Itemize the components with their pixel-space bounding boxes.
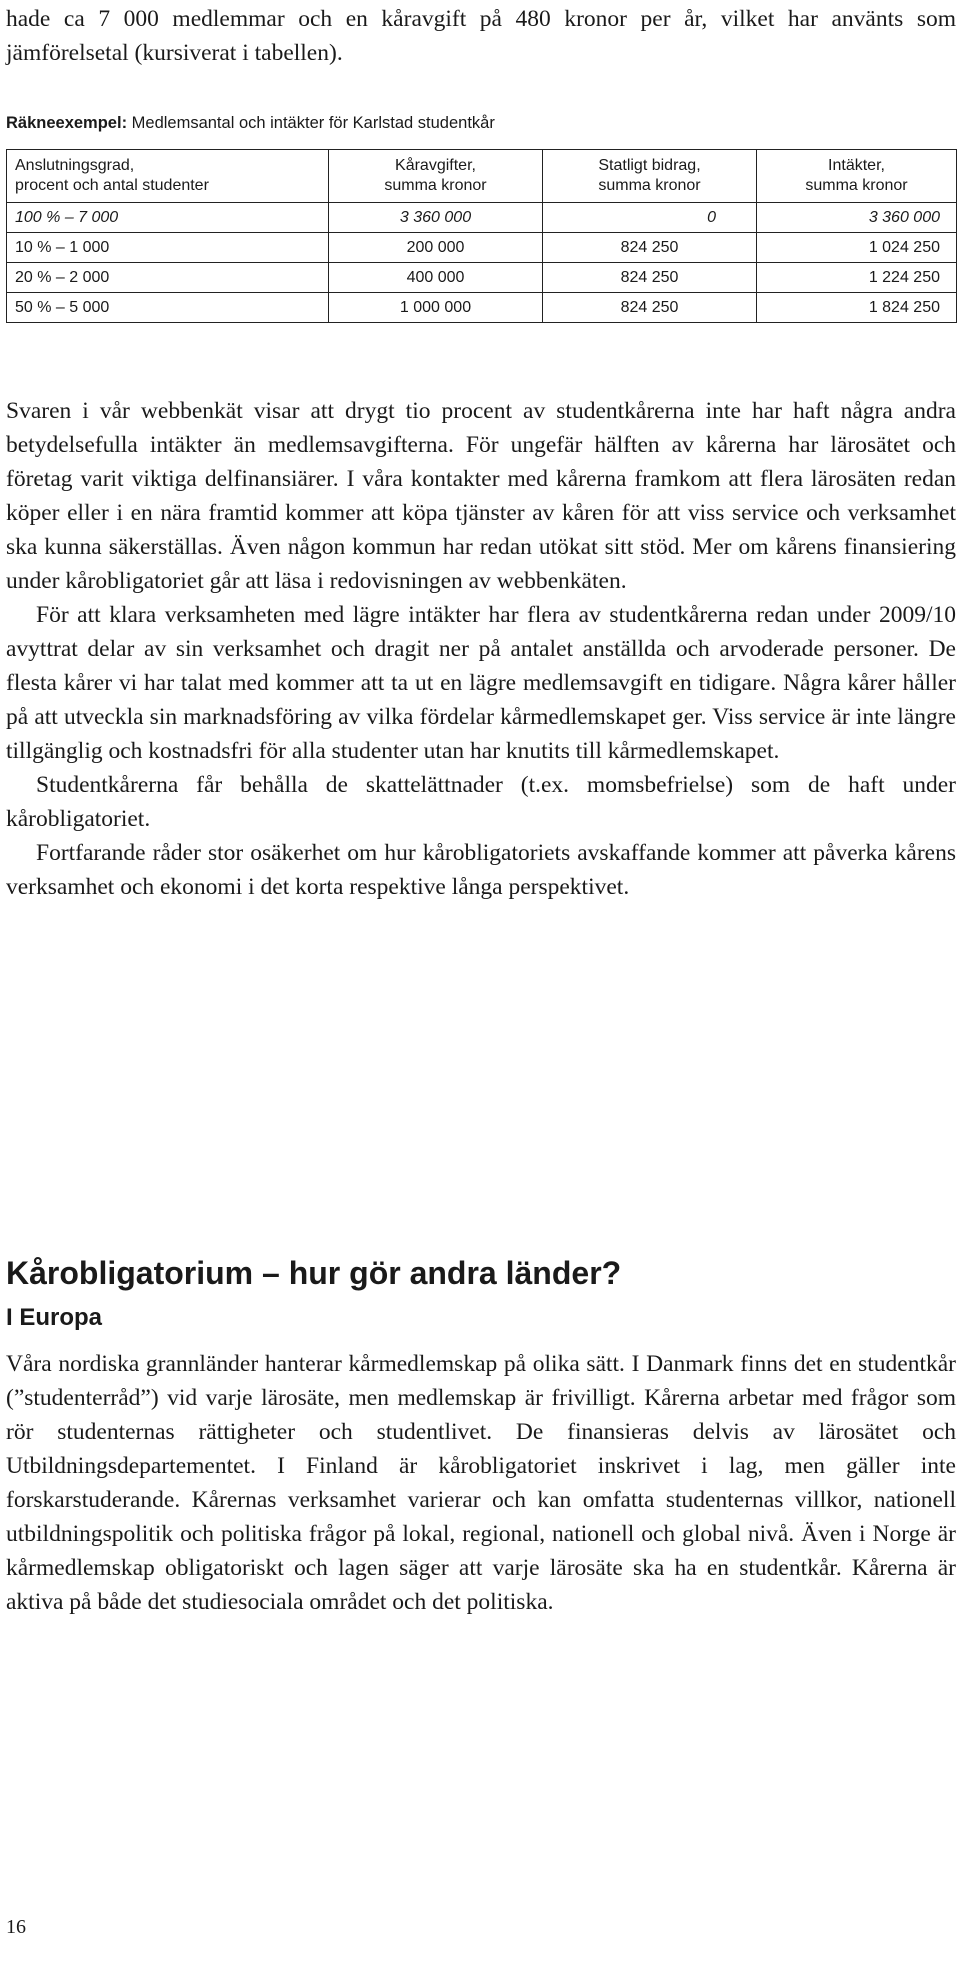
header-membership-fees: Kåravgifter, summa kronor xyxy=(329,150,543,203)
table-cell: 3 360 000 xyxy=(757,203,957,233)
table-cell: 1 824 250 xyxy=(757,293,957,323)
table-cell: 824 250 xyxy=(543,263,757,293)
table-cell: 0 xyxy=(543,203,757,233)
paragraph-webbenkat: Svaren i vår webbenkät visar att drygt tio procent av studentkårerna inte har haft några andra betydelsefulla intäkter än medlemsavgifterna. För ungefär hälften av kårerna har lärosätet och företag varit viktiga delfinansiärer. I våra kontakter med kårerna framkom att flera lärosäten redan köper eller i en nära framtid kommer att köpa tjänster av kåren för att viss service och verksamhet ska kunna säkerställas. Även någon kommun har redan utökat sitt stöd. Mer om kårens finansiering under kårobligatoriet går att läsa i redovisningen av webbenkäten. xyxy=(6,398,956,594)
example-table-block xyxy=(6,114,956,323)
page-number: 16 xyxy=(6,1916,26,1938)
header-state-grant: Statligt bidrag, summa kronor xyxy=(543,150,757,203)
table-row xyxy=(7,203,957,233)
table-cell: 20 % – 2 000 xyxy=(7,263,329,293)
paragraph-europa: Våra nordiska grannländer hanterar kårmedlemskap på olika sätt. I Danmark finns det en studentkår (”studenterråd”) vid varje lärosäte, men medlemskap är frivilligt. Kårerna arbetar med frågor som rör studenternas rättigheter och studentlivet. De finansieras delvis av lärosätet och Utbildningsdepartementet. I Finland är kårobligatoriet inskrivet i lag, men gäller inte forskarstuderande. Kårernas verksamhet varierar och kan omfatta studenternas villkor, nationell utbildningspolitik och politiska frågor på lokal, regional, nationell och global nivå. Även i Norge är kårmedlemskap obligatoriskt och lagen säger att varje lärosäte ska ha en studentkår. Kårerna är aktiva på både det studiesociala området och det politiska. xyxy=(6,1351,956,1615)
table-cell: 50 % – 5 000 xyxy=(7,293,329,323)
table-row xyxy=(7,293,957,323)
sub-heading: I Europa xyxy=(6,1304,103,1331)
body-text-section-2 xyxy=(6,1347,956,1619)
paragraph-skattelattnader: Studentkårerna får behålla de skattelättnader (t.ex. momsbefrielse) som de haft under kårobligatoriet. xyxy=(6,772,956,832)
intro-paragraph: hade ca 7 000 medlemmar och en kåravgift på 480 kronor per år, vilket har använts som jämförelsetal (kursiverat i tabellen). xyxy=(6,6,956,66)
table-cell: 824 250 xyxy=(543,233,757,263)
body-text-section-1 xyxy=(6,394,956,904)
table-cell: 100 % – 7 000 xyxy=(7,203,329,233)
table-header-row xyxy=(7,150,957,203)
table-cell: 3 360 000 xyxy=(329,203,543,233)
table-caption-text: Medlemsantal och intäkter för Karlstad studentkår xyxy=(127,114,495,132)
income-table xyxy=(6,149,957,323)
paragraph-lagre-intakter: För att klara verksamheten med lägre intäkter har flera av studentkårerna redan under 2009/10 avyttrat delar av sin verksamhet och dragit ner på antalet anställda och arvoderade personer. De flesta kårer vi har talat med kommer att ta ut en lägre medlemsavgift en tidigare. Några kårer håller på att utveckla sin marknadsföring av vilka fördelar kårmedlemskapet ger. Viss service är inte längre tillgänglig och kostnadsfri för alla studenter utan har knutits till kårmedlemskapet. xyxy=(6,602,956,764)
table-row xyxy=(7,263,957,293)
table-caption-label: Räkneexempel: xyxy=(6,114,128,132)
table-cell: 1 224 250 xyxy=(757,263,957,293)
table-cell: 400 000 xyxy=(329,263,543,293)
table-cell: 200 000 xyxy=(329,233,543,263)
table-cell: 1 000 000 xyxy=(329,293,543,323)
table-cell: 1 024 250 xyxy=(757,233,957,263)
table-caption xyxy=(6,114,956,133)
table-cell: 10 % – 1 000 xyxy=(7,233,329,263)
header-connection-rate: Anslutningsgrad, procent och antal studenter xyxy=(7,150,329,203)
section-heading: Kårobligatorium – hur gör andra länder? xyxy=(6,1255,622,1291)
table-row xyxy=(7,233,957,263)
paragraph-osakerhet: Fortfarande råder stor osäkerhet om hur kårobligatoriets avskaffande kommer att påverka kårens verksamhet och ekonomi i det korta respektive långa perspektivet. xyxy=(6,840,956,900)
header-income: Intäkter, summa kronor xyxy=(757,150,957,203)
table-cell: 824 250 xyxy=(543,293,757,323)
